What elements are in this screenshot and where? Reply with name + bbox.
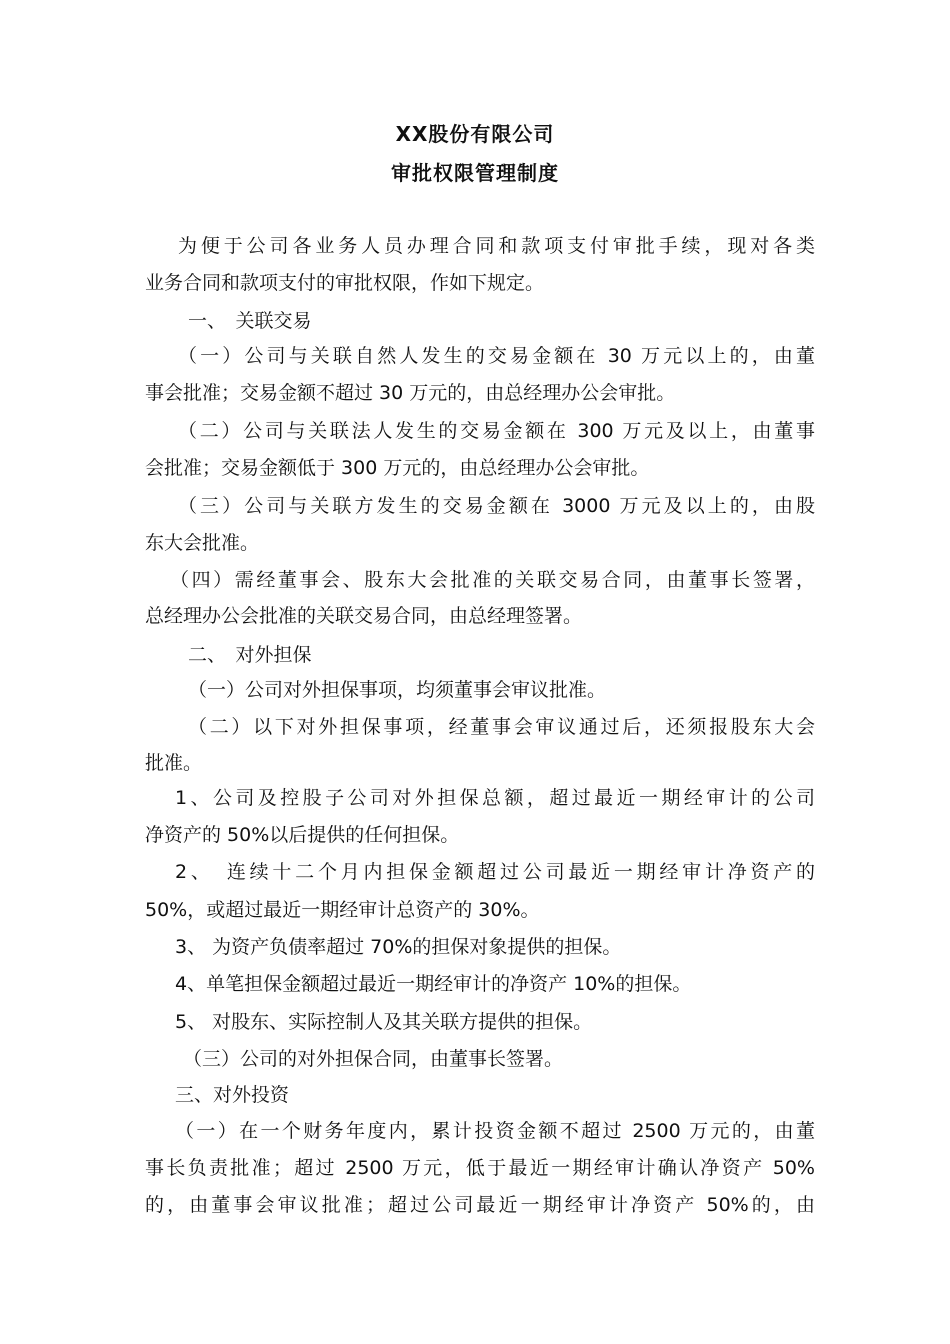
paragraph-line: 事长负责批准；超过 2500 万元，低于最近一期经审计确认净资产 50%: [145, 1157, 815, 1179]
section-heading: 三、对外投资: [175, 1084, 290, 1106]
paragraph-line: 的，由董事会审议批准；超过公司最近一期经审计净资产 50%的，由: [145, 1194, 815, 1216]
paragraph-line: （四）需经董事会、股东大会批准的关联交易合同，由董事长签署，: [170, 569, 815, 591]
section-heading: 二、 对外担保: [188, 644, 312, 666]
paragraph-line: 50%，或超过最近一期经审计总资产的 30%。: [145, 899, 540, 921]
section-heading: 一、 关联交易: [188, 310, 312, 332]
paragraph-line: 业务合同和款项支付的审批权限，作如下规定。: [145, 272, 545, 294]
document-subtitle: 审批权限管理制度: [391, 161, 559, 185]
document-title: XX股份有限公司: [395, 122, 555, 146]
paragraph-line: 总经理办公会批准的关联交易合同，由总经理签署。: [145, 605, 583, 627]
paragraph-line: 事会批准；交易金额不超过 30 万元的，由总经理办公会审批。: [145, 382, 676, 404]
paragraph-line: （一）公司对外担保事项，均须董事会审议批准。: [188, 679, 607, 701]
paragraph-line: （一）公司与关联自然人发生的交易金额在 30 万元以上的，由董: [178, 345, 815, 367]
paragraph-line: 东大会批准。: [145, 532, 260, 554]
paragraph-line: （二）公司与关联法人发生的交易金额在 300 万元及以上，由董事: [178, 420, 815, 442]
paragraph-line: 会批准；交易金额低于 300 万元的，由总经理办公会审批。: [145, 457, 650, 479]
list-item: 3、 为资产负债率超过 70%的担保对象提供的担保。: [175, 936, 622, 958]
paragraph-line: （二）以下对外担保事项，经董事会审议通过后，还须报股东大会: [188, 716, 815, 738]
paragraph-line: （三）公司的对外担保合同，由董事长签署。: [183, 1048, 564, 1070]
paragraph-line: 净资产的 50%以后提供的任何担保。: [145, 824, 460, 846]
paragraph-line: 为便于公司各业务人员办理合同和款项支付审批手续，现对各类: [178, 235, 815, 257]
list-item: 5、 对股东、实际控制人及其关联方提供的担保。: [175, 1011, 593, 1033]
paragraph-line: （三）公司与关联方发生的交易金额在 3000 万元及以上的，由股: [178, 495, 815, 517]
list-item: 1、公司及控股子公司对外担保总额，超过最近一期经审计的公司: [175, 787, 815, 809]
paragraph-line: （一）在一个财务年度内，累计投资金额不超过 2500 万元的，由董: [175, 1120, 815, 1142]
list-item: 2、 连续十二个月内担保金额超过公司最近一期经审计净资产的: [175, 861, 815, 883]
paragraph-line: 批准。: [145, 752, 203, 774]
list-item: 4、单笔担保金额超过最近一期经审计的净资产 10%的担保。: [175, 973, 692, 995]
